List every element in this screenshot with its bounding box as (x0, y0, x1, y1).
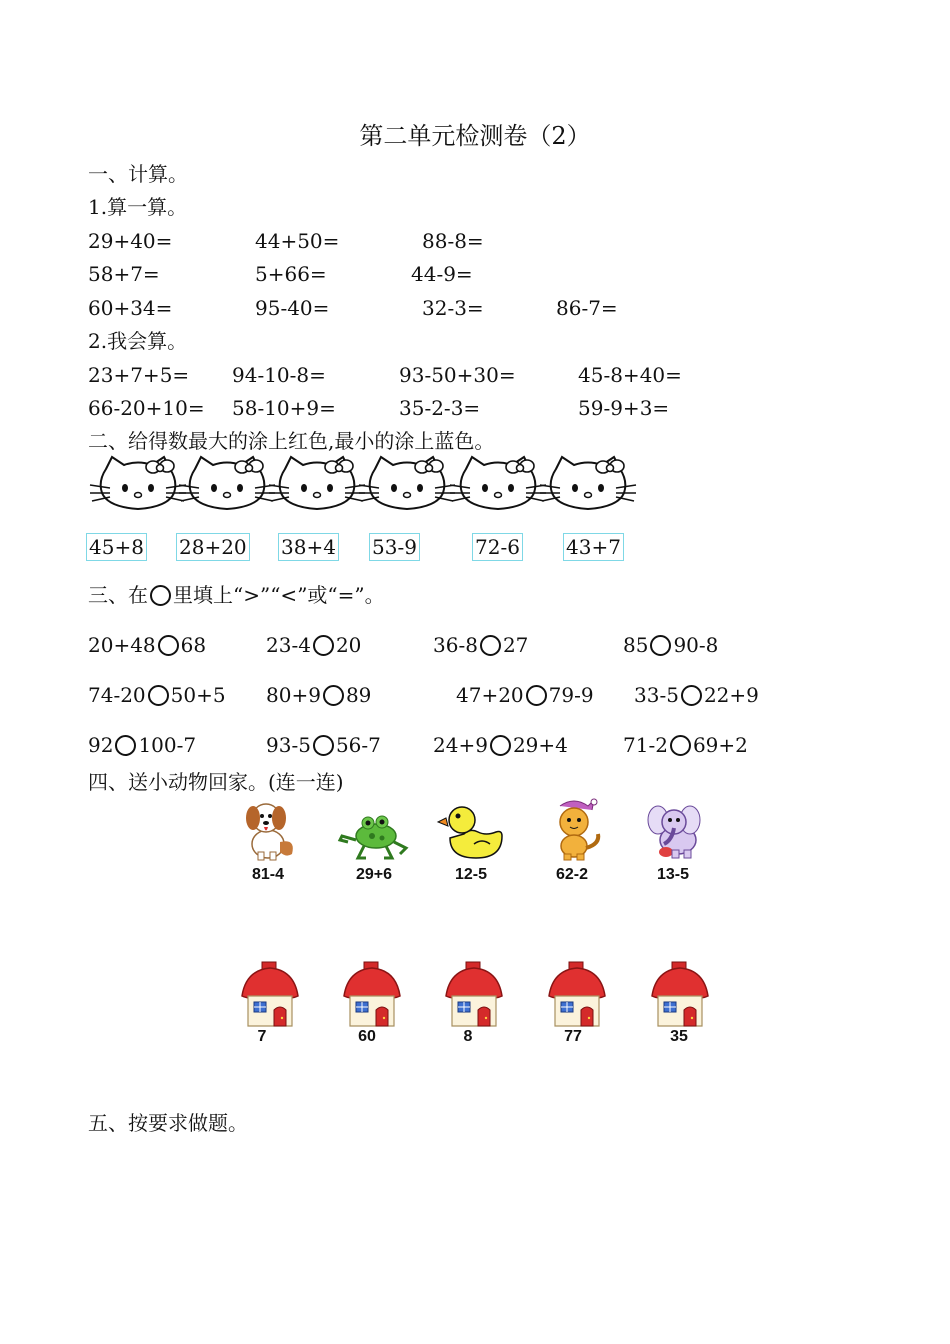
problem: 44-9= (411, 262, 473, 286)
compare-item: 33-5 22+9 (634, 683, 759, 707)
house-icon[interactable] (650, 962, 710, 1028)
expression-box[interactable]: 53-9 (369, 533, 420, 561)
expression-box[interactable]: 28+20 (176, 533, 250, 561)
section3-heading: 三、在 里填上“>”“<”或“=”。 (88, 583, 385, 607)
problem: 44+50= (255, 229, 340, 253)
compare-circle[interactable] (681, 685, 702, 706)
house-label: 35 (670, 1028, 688, 1045)
house-label: 60 (358, 1028, 376, 1045)
house-icon[interactable] (444, 962, 504, 1028)
part2-heading: 2.我会算。 (88, 329, 188, 353)
kitty-icon (277, 455, 357, 511)
problem: 23+7+5= (88, 363, 190, 387)
compare-item: 93-5 56-7 (266, 733, 381, 757)
expression-box[interactable]: 43+7 (563, 533, 624, 561)
compare-circle[interactable] (115, 735, 136, 756)
problem: 95-40= (255, 296, 330, 320)
animal-label: 12-5 (454, 866, 488, 883)
section4-heading: 四、送小动物回家。(连一连) (88, 770, 344, 794)
section2-heading: 二、给得数最大的涂上红色,最小的涂上蓝色。 (88, 429, 495, 453)
problem: 66-20+10= (88, 396, 205, 420)
problem: 94-10-8= (232, 363, 326, 387)
problem: 59-9+3= (578, 396, 670, 420)
compare-item: 23-4 20 (266, 633, 362, 657)
compare-circle[interactable] (526, 685, 547, 706)
expression-box[interactable]: 45+8 (86, 533, 147, 561)
house-label: 7 (257, 1028, 267, 1045)
cat-icon[interactable] (544, 798, 604, 862)
compare-circle[interactable] (313, 735, 334, 756)
elephant-icon[interactable] (642, 800, 706, 862)
expression-box[interactable]: 38+4 (278, 533, 339, 561)
problem: 58-10+9= (232, 396, 336, 420)
compare-circle[interactable] (480, 635, 501, 656)
compare-circle[interactable] (313, 635, 334, 656)
compare-circle[interactable] (490, 735, 511, 756)
compare-item: 71-2 69+2 (623, 733, 748, 757)
house-icon[interactable] (547, 962, 607, 1028)
compare-circle[interactable] (323, 685, 344, 706)
compare-item: 74-20 50+5 (88, 683, 226, 707)
compare-circle[interactable] (670, 735, 691, 756)
house-icon[interactable] (240, 962, 300, 1028)
compare-item: 36-8 27 (433, 633, 529, 657)
animal-label: 81-4 (251, 866, 285, 883)
problem: 93-50+30= (399, 363, 516, 387)
part1-heading: 1.算一算。 (88, 195, 188, 219)
section1-heading: 一、计算。 (88, 162, 188, 186)
problem: 88-8= (422, 229, 484, 253)
kitty-icon (458, 455, 538, 511)
frog-icon[interactable] (338, 810, 410, 862)
compare-circle[interactable] (158, 635, 179, 656)
problem: 60+34= (88, 296, 173, 320)
problem: 35-2-3= (399, 396, 481, 420)
kitty-icon (548, 455, 628, 511)
duck-icon[interactable] (440, 800, 506, 862)
compare-item: 47+20 79-9 (456, 683, 594, 707)
kitty-icon (98, 455, 178, 511)
house-label: 77 (564, 1028, 582, 1045)
compare-circle[interactable] (148, 685, 169, 706)
expression-box[interactable]: 72-6 (472, 533, 523, 561)
animal-label: 13-5 (656, 866, 690, 883)
kitty-icon (367, 455, 447, 511)
problem: 29+40= (88, 229, 173, 253)
compare-item: 24+9 29+4 (433, 733, 568, 757)
compare-item: 20+48 68 (88, 633, 207, 657)
compare-item: 92 100-7 (88, 733, 197, 757)
problem: 58+7= (88, 262, 160, 286)
problem: 5+66= (255, 262, 327, 286)
answer-circle-icon (150, 585, 171, 606)
animal-label: 29+6 (355, 866, 393, 883)
problem: 45-8+40= (578, 363, 682, 387)
house-icon[interactable] (342, 962, 402, 1028)
compare-item: 85 90-8 (623, 633, 719, 657)
section5-heading: 五、按要求做题。 (88, 1111, 248, 1135)
house-label: 8 (463, 1028, 473, 1045)
animal-label: 62-2 (555, 866, 589, 883)
dog-icon[interactable] (240, 798, 300, 862)
compare-item: 80+9 89 (266, 683, 372, 707)
kitty-icon (187, 455, 267, 511)
compare-circle[interactable] (650, 635, 671, 656)
page-title: 第二单元检测卷（2） (359, 122, 591, 150)
problem: 86-7= (556, 296, 618, 320)
problem: 32-3= (422, 296, 484, 320)
